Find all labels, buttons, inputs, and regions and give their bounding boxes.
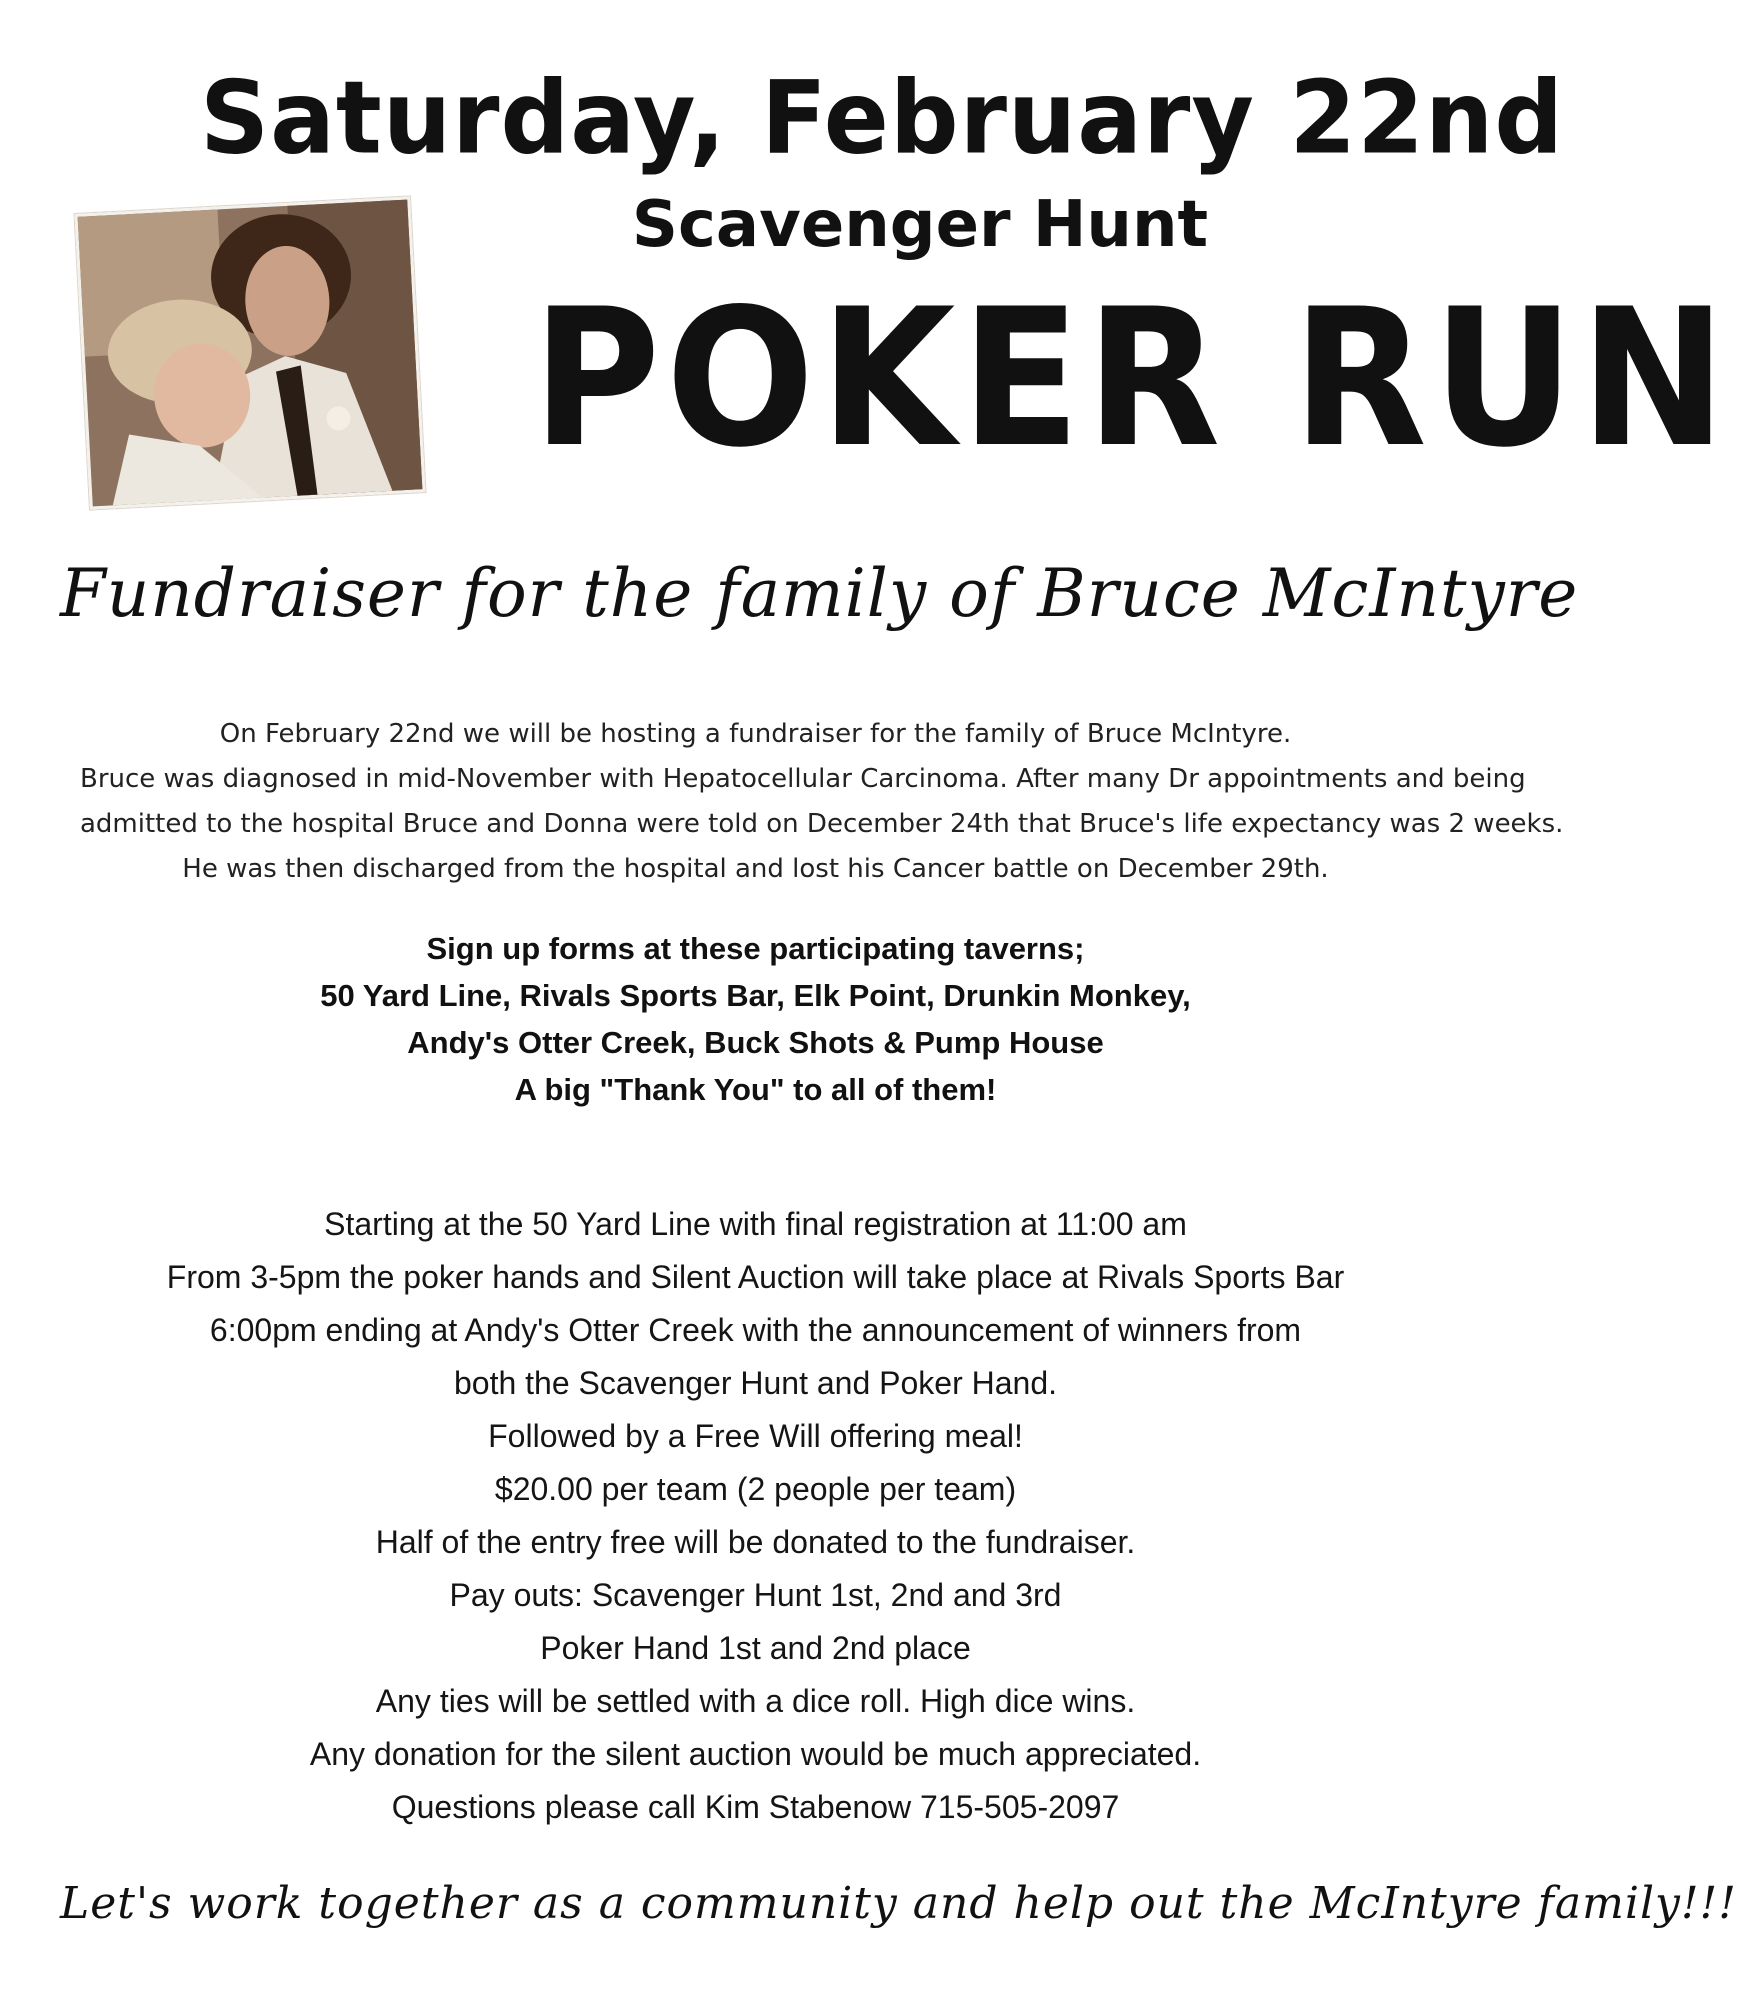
fundraiser-tagline: Fundraiser for the family of Bruce McIntyre	[60, 555, 1579, 632]
event-title: POKER RUN	[532, 268, 1732, 489]
event-subtitle: Scavenger Hunt	[631, 188, 1209, 262]
detail-line: Any donation for the silent auction would be much appreciated.	[309, 1736, 1202, 1772]
detail-line: 6:00pm ending at Andy's Otter Creek with the announcement of winners from	[209, 1312, 1302, 1348]
detail-line: both the Scavenger Hunt and Poker Hand.	[453, 1365, 1058, 1401]
contact-line: Questions please call Kim Stabenow 715-505-2097	[391, 1789, 1120, 1825]
detail-line: From 3-5pm the poker hands and Silent Auction will take place at Rivals Sports Bar	[166, 1259, 1345, 1295]
detail-line: Pay outs: Scavenger Hunt 1st, 2nd and 3rd	[449, 1577, 1062, 1613]
detail-line: Starting at the 50 Yard Line with final registration at 11:00 am	[324, 1206, 1187, 1242]
detail-line: Any ties will be settled with a dice roll. High dice wins.	[375, 1683, 1136, 1719]
tavern-line: A big "Thank You" to all of them!	[514, 1072, 997, 1107]
participating-taverns	[120, 925, 1391, 1113]
event-date: Saturday, February 22nd	[200, 59, 1565, 177]
detail-line: $20.00 per team (2 people per team)	[494, 1471, 1017, 1507]
story-paragraph	[80, 712, 1564, 892]
tavern-line: Andy's Otter Creek, Buck Shots & Pump House	[407, 1025, 1104, 1060]
photo-illustration	[78, 200, 423, 507]
closing-message: Let's work together as a community and help out the McIntyre family!!!	[60, 1878, 1737, 1929]
detail-line: Followed by a Free Will offering meal!	[488, 1418, 1023, 1454]
event-details	[100, 1198, 1411, 1834]
memorial-photo	[74, 196, 425, 509]
detail-line: Poker Hand 1st and 2nd place	[540, 1630, 971, 1666]
story-line: On February 22nd we will be hosting a fundraiser for the family of Bruce McIntyre.	[219, 719, 1292, 749]
story-line: Bruce was diagnosed in mid-November with Hepatocellular Carcinoma. After many Dr appointments and being	[80, 764, 1526, 794]
tavern-line: Sign up forms at these participating taverns;	[426, 931, 1085, 966]
tavern-line: 50 Yard Line, Rivals Sports Bar, Elk Point, Drunkin Monkey,	[320, 978, 1191, 1013]
detail-line: Half of the entry free will be donated to the fundraiser.	[375, 1524, 1136, 1560]
story-line: He was then discharged from the hospital and lost his Cancer battle on December 29th.	[182, 854, 1329, 884]
story-line: admitted to the hospital Bruce and Donna were told on December 24th that Bruce's life expectancy was 2 weeks.	[80, 809, 1564, 839]
